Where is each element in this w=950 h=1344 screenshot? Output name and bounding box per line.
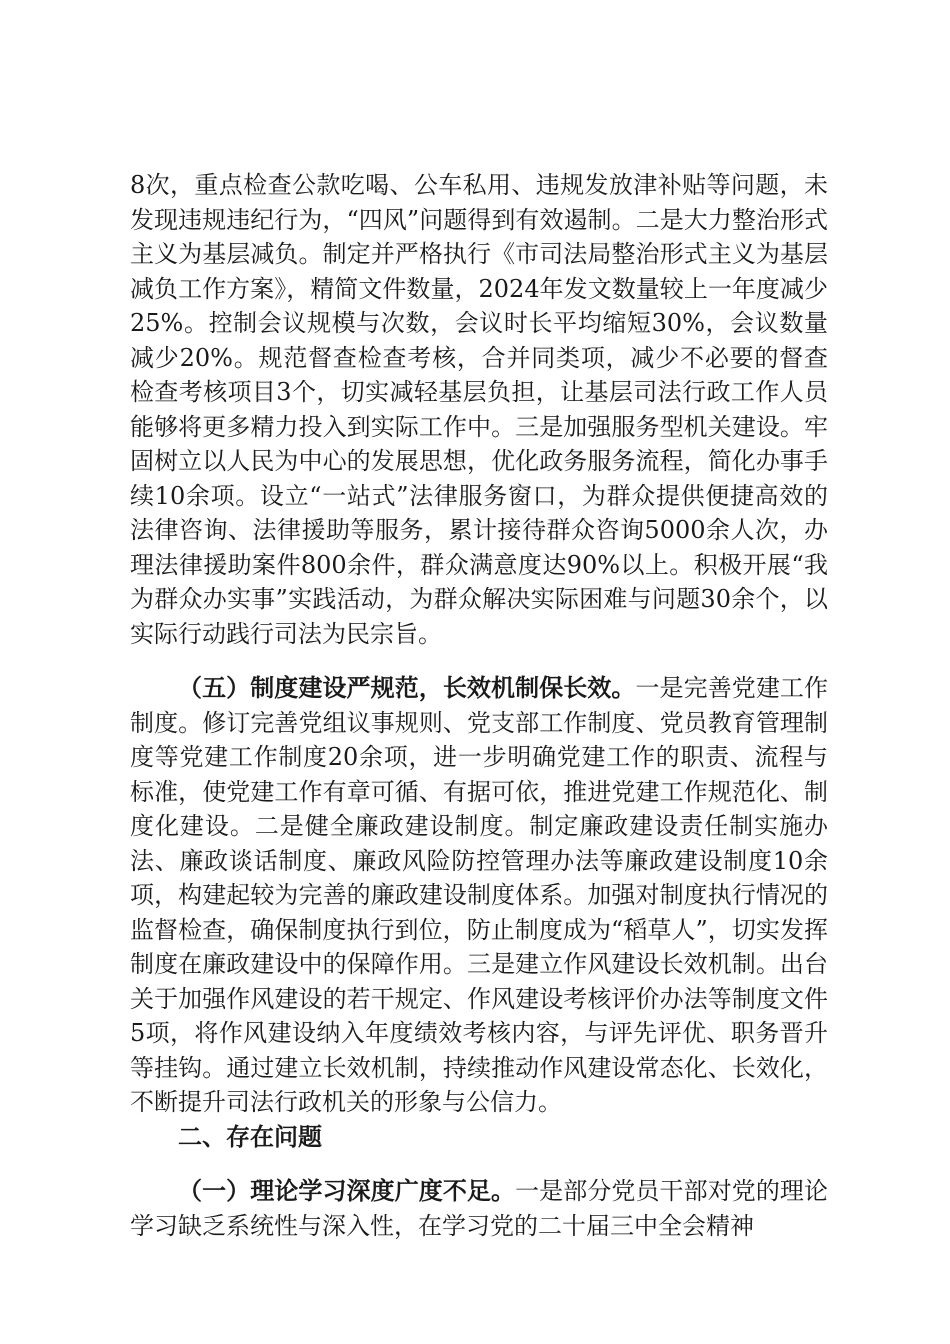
heading-existing-problems: 二、存在问题 (178, 1122, 322, 1151)
paragraph-continued: 8次，重点检查公款吃喝、公车私用、违规发放津补贴等问题，未发现违规违纪行为，“四风”问题得到有效遏制。二是大力整治形式主义为基层减负。制定并严格执行《市司法局整治形式主义为基层减负工作方案》，精简文件数量，2024年发文数量较上一年度减少25%。控制会议规模与次数，会议时长平均缩短30%，会议数量减少20%。规范督查检查考核，合并同类项，减少不必要的督查检查考核项目3个，切实减轻基层负担，让基层司法行政工作人员能够将更多精力投入到实际工作中。三是加强服务型机关建设。牢固树立以人民为中心的发展思想，优化政务服务流程，简化办事手续10余项。设立“一站式”法律服务窗口，为群众提供便捷高效的法律咨询、法律援助等服务，累计接待群众咨询5000余人次，办理法律援助案件800余件，群众满意度达90%以上。积极开展“我为群众办实事”实践活动，为群众解决实际困难与问题30余个，以实际行动践行司法为民宗旨。 (130, 171, 828, 648)
document-body (130, 168, 828, 1243)
section-2-1-lead: （一）理论学习深度广度不足。 (178, 1177, 516, 1205)
section-5-paragraph (130, 671, 828, 1120)
section-2-1-paragraph (130, 1174, 828, 1243)
section-2-1-body: 一是部分党员干部对党的理论学习缺乏系统性与深入性，在学习党的二十届三中全会精神 (130, 1177, 829, 1240)
section-5-lead: （五）制度建设严规范，长效机制保长效。 (178, 674, 636, 702)
section-5-body: 一是完善党建工作制度。修订完善党组议事规则、党支部工作制度、党员教育管理制度等党建工作制度20余项，进一步明确党建工作的职责、流程与标准，使党建工作有章可循、有据可依，推进党建工作规范化、制度化建设。二是健全廉政建设制度。制定廉政建设责任制实施办法、廉政谈话制度、廉政风险防控管理办法等廉政建设制度10余项，构建起较为完善的廉政建设制度体系。加强对制度执行情况的监督检查，确保制度执行到位，防止制度成为“稻草人”，切实发挥制度在廉政建设中的保障作用。三是建立作风建设长效机制。出台关于加强作风建设的若干规定、作风建设考核评价办法等制度文件5项，将作风建设纳入年度绩效考核内容，与评先评优、职务晋升等挂钩。通过建立长效机制，持续推动作风建设常态化、长效化，不断提升司法行政机关的形象与公信力。 (130, 674, 829, 1116)
